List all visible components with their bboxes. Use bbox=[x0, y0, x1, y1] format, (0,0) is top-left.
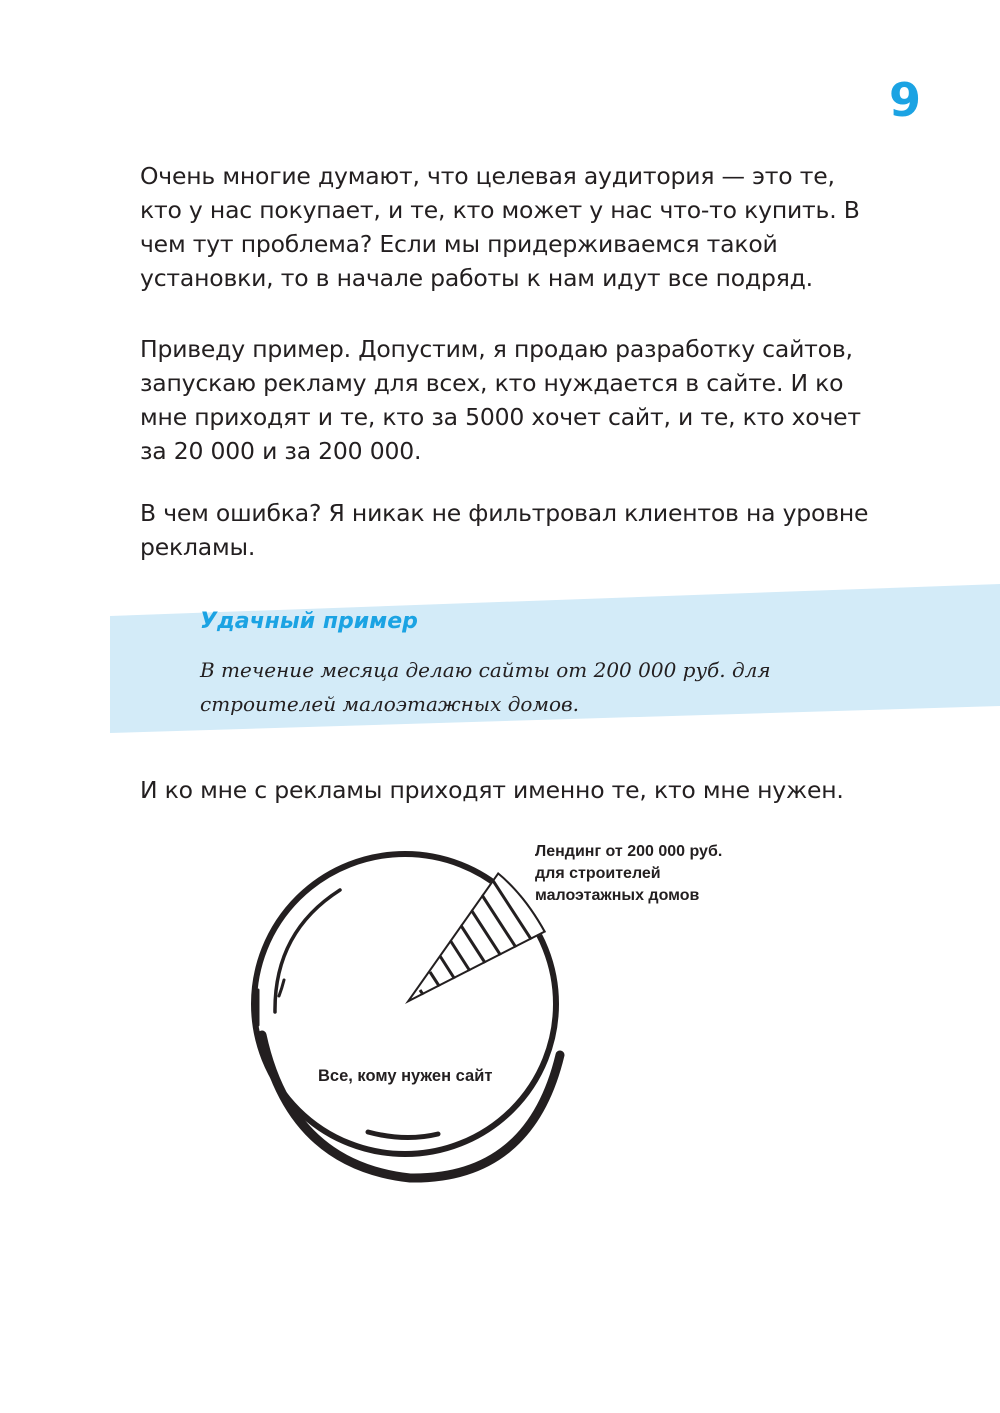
target-segment-label bbox=[535, 841, 722, 907]
paragraph-result: И ко мне с рекламы приходят именно те, кто мне нужен. bbox=[140, 776, 844, 804]
paragraph-mistake: В чем ошибка? Я никак не фильтровал клиентов на уровне рекламы. bbox=[140, 499, 869, 561]
whole-audience-label: Все, кому нужен сайт bbox=[318, 1067, 493, 1085]
callout-title: Удачный пример bbox=[200, 609, 418, 634]
target-segment-label-line: для строителей bbox=[535, 865, 661, 882]
highlight-arc-small bbox=[279, 980, 284, 996]
target-segment-label-line: малоэтажных домов bbox=[535, 887, 700, 904]
paragraph-intro: Очень многие думают, что целевая аудитория — это те, кто у нас покупает, и те, кто может у нас что-то купить. В чем тут проблема? Если мы придерживаемся такой установки, то в начале работы к нам идут все подряд. bbox=[140, 162, 860, 292]
target-segment-label-line: Лендинг от 200 000 руб. bbox=[535, 843, 723, 860]
bottom-arc bbox=[368, 1132, 438, 1138]
callout-text: В течение месяца делаю сайты от 200 000 руб. для строителей малоэтажных домов. bbox=[200, 658, 771, 716]
highlight-arc bbox=[275, 890, 340, 1012]
audience-circle-diagram bbox=[0, 820, 1000, 1220]
page-number: 9 bbox=[888, 73, 921, 127]
paragraph-example: Приведу пример. Допустим, я продаю разработку сайтов, запускаю рекламу для всех, кто нуждается в сайте. И ко мне приходят и те, кто за 5000 хочет сайт, и те, кто хочет за 20 000 и за 200 000. bbox=[140, 335, 861, 465]
